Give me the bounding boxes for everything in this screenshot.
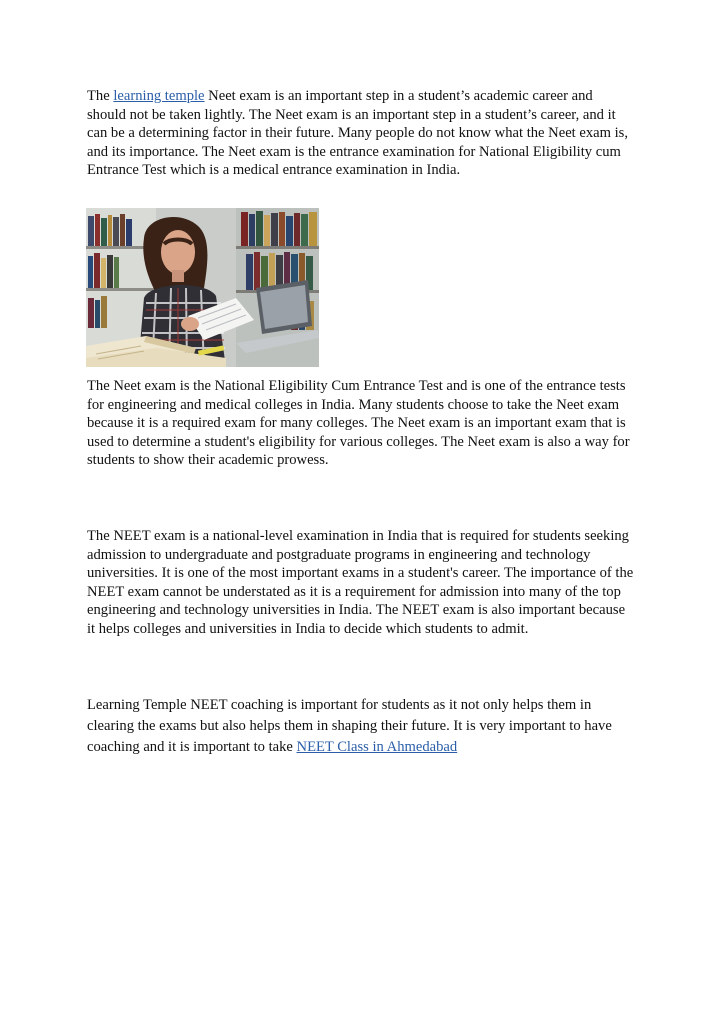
learning-temple-link[interactable]: learning temple [113,88,205,104]
paragraph-coaching-text: Learning Temple NEET coaching is important for students as it not only helps them in clearing the exams but also helps them in shaping their future. It is very important to have coaching and it is important to take [87,697,612,755]
student-studying-photo [86,208,319,367]
paragraph-intro-text: Neet exam is an important step in a student’s academic career and should not be taken lightly. The Neet exam is an important step in a student’s career, and it can be a determining factor in their future. Many people do not know what the Neet exam is, and its importance. The Neet exam is the entrance examination for National Eligibility cum Entrance Test which is a medical entrance examination in India. [87,88,629,179]
paragraph-neet-importance: The NEET exam is a national-level examination in India that is required for students seeking admission to undergraduate and postgraduate programs in engineering and technology universities. It is one of the most important exams in a student's career. The importance of the NEET exam cannot be understated as it is a requirement for admission into many of the top engineering and technology universities in India. The NEET exam is also important because it helps colleges and universities in India to decide which students to admit. [87,528,634,637]
neet-class-ahmedabad-link[interactable]: NEET Class in Ahmedabad [296,739,458,755]
paragraph-neet-overview: The Neet exam is the National Eligibility Cum Entrance Test and is one of the entrance tests for engineering and medical colleges in India. Many students choose to take the Neet exam because it is a required exam for many colleges. The Neet exam is an important exam that is used to determine a student's eligibility for various colleges. The Neet exam is also a way for students to show their academic prowess. [87,378,630,469]
paragraph-intro-prefix: The [87,88,114,104]
paragraph-intro [87,87,635,180]
paragraph-coaching [87,695,635,758]
